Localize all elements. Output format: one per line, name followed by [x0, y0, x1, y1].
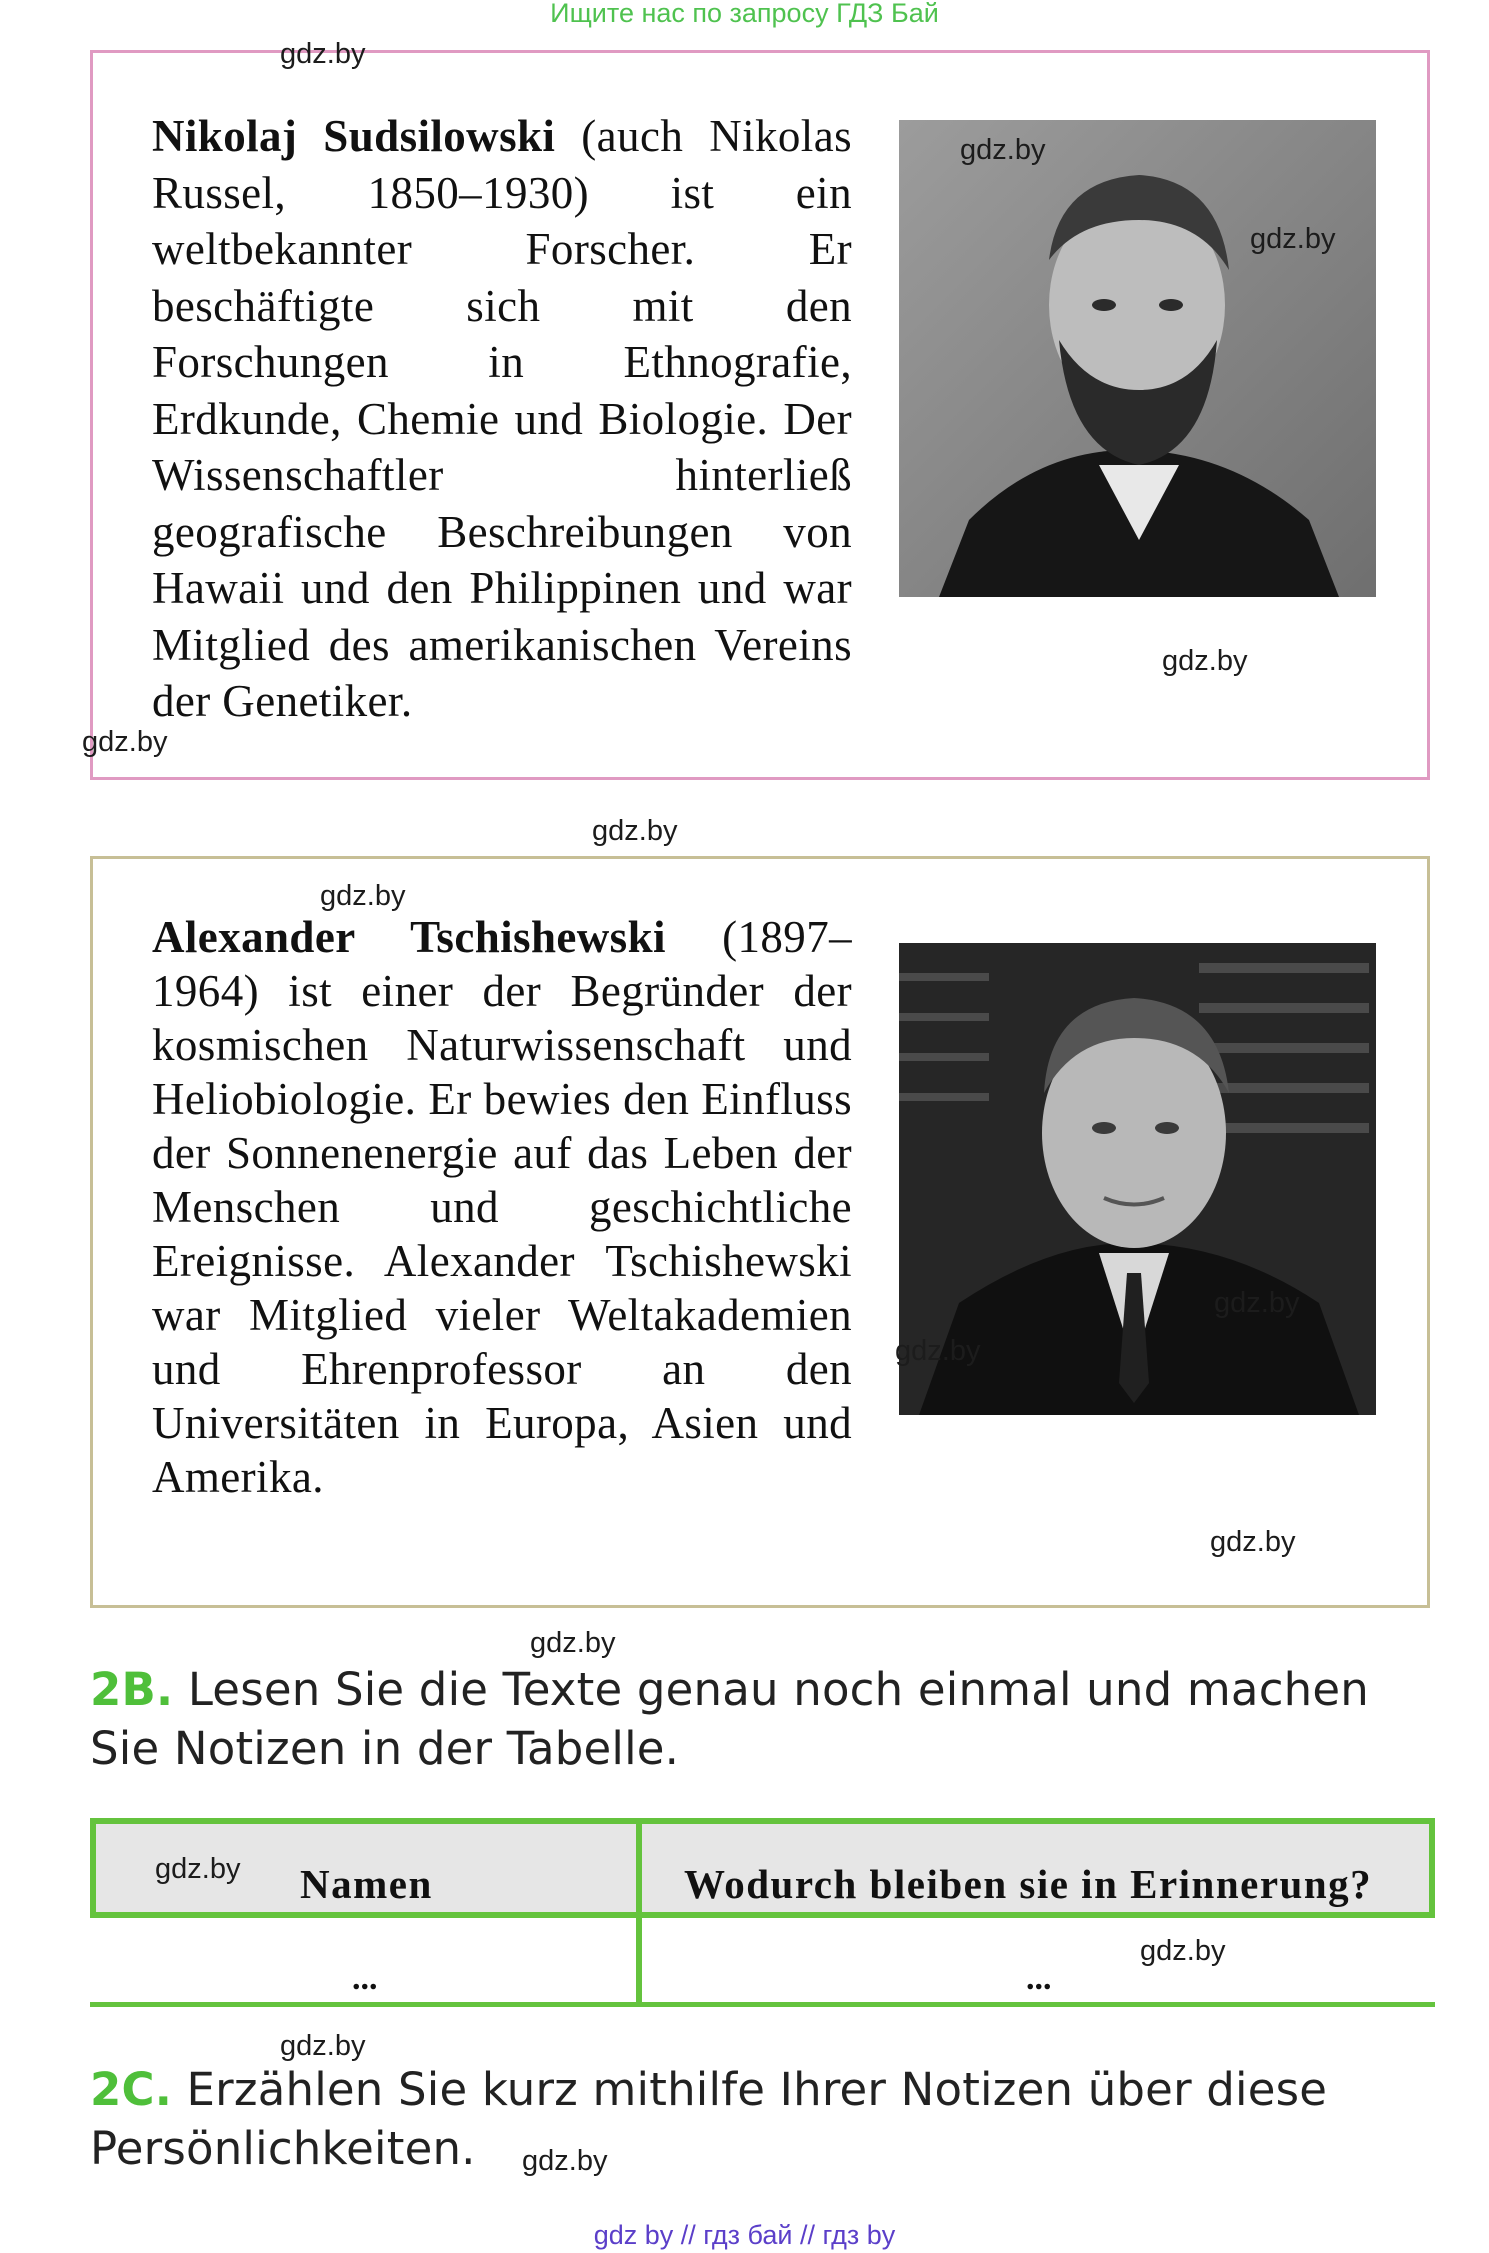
bio-name-tschishewski: Alexander Tschishewski — [152, 912, 666, 962]
watermark: gdz.by — [530, 1627, 616, 1659]
watermark: gdz.by — [280, 2030, 366, 2062]
task-2b-number: 2B. — [90, 1663, 174, 1716]
watermark: gdz.by — [1140, 1935, 1226, 1967]
table-bottom-rule — [90, 2002, 1435, 2007]
task-2c-number: 2C. — [90, 2063, 173, 2116]
watermark: gdz.by — [280, 38, 366, 70]
watermark: gdz.by — [155, 1853, 241, 1885]
search-banner: Ищите нас по запросу ГДЗ Бай — [550, 0, 939, 28]
watermark: gdz.by — [82, 726, 168, 758]
watermark: gdz.by — [1162, 645, 1248, 677]
table-column-divider — [636, 1818, 642, 2007]
table-header-namen: Namen — [300, 1861, 433, 1907]
task-2b-text: Lesen Sie die Texte genau noch einmal und machen Sie Notizen in der Tabelle. — [90, 1663, 1369, 1775]
watermark: gdz.by — [895, 1335, 981, 1367]
task-2b — [90, 1660, 1435, 1778]
bio-body-tschishewski: (1897–1964) ist einer der Begründer der kosmischen Naturwissenschaft und Heliobiologie. Er bewies den Einfluss der Sonnenenergie auf das Leben der Menschen und geschichtliche Ereignisse. Alexander Tschishewski war Mitglied vieler Weltakademien und Ehrenprofessor an den Universitäten in Europa, Asien und Amerika. — [152, 912, 852, 1502]
watermark: gdz.by — [592, 815, 678, 847]
portrait-sudsilowski — [899, 120, 1376, 597]
bio-text-tschishewski — [152, 910, 852, 1504]
watermark: gdz.by — [1250, 223, 1336, 255]
table-cell-erinnerung[interactable]: ... — [1026, 1960, 1052, 1997]
watermark: gdz.by — [1210, 1526, 1296, 1558]
table-cell-namen[interactable]: ... — [352, 1960, 378, 1997]
table-header-erinnerung: Wodurch bleiben sie in Erinnerung? — [684, 1861, 1373, 1907]
bio-text-sudsilowski — [152, 108, 852, 730]
bio-name-sudsilowski: Nikolaj Sudsilowski — [152, 111, 556, 161]
watermark: gdz.by — [320, 880, 406, 912]
bio-body-sudsilowski: (auch Nikolas Russel, 1850–1930) ist ein weltbekannter Forscher. Er beschäftigte sich mit den Forschungen in Ethnografie, Erdkunde, Chemie und Biologie. Der Wissenschaftler hinterließ geografische Beschreibungen von Hawaii und den Philippinen und war Mitglied des amerikanischen Vereins der Genetiker. — [152, 111, 852, 726]
watermark: gdz.by — [522, 2145, 608, 2177]
watermark: gdz.by — [1214, 1287, 1300, 1319]
task-2c-text: Erzählen Sie kurz mithilfe Ihrer Notizen über diese Persönlichkeiten. — [90, 2063, 1328, 2175]
footer-links: gdz by // гдз бай // гдз by — [593, 2220, 896, 2250]
watermark: gdz.by — [960, 134, 1046, 166]
task-2c — [90, 2060, 1435, 2178]
